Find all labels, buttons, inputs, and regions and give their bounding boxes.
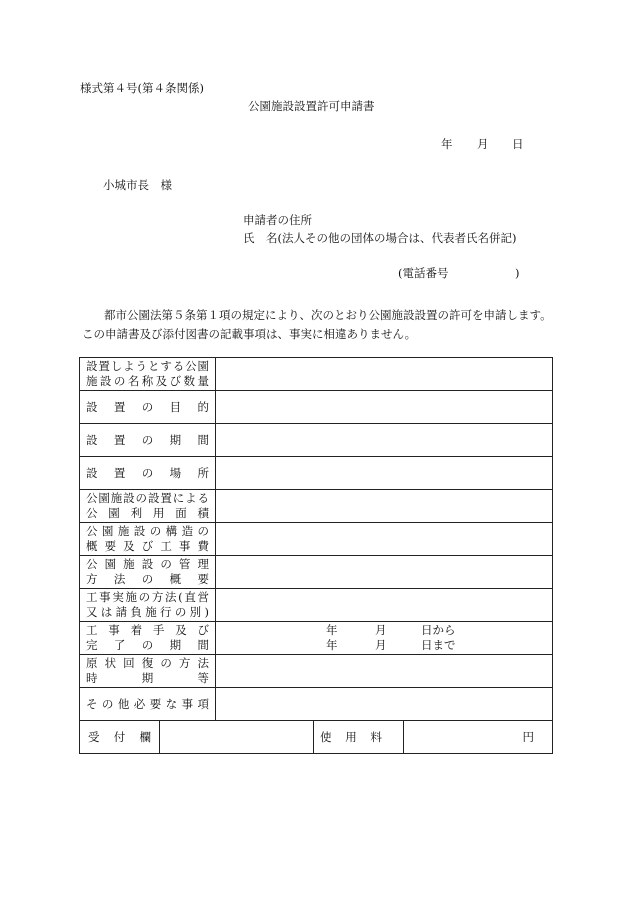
row-label xyxy=(80,523,216,556)
table-row xyxy=(80,688,553,721)
facility-name-field[interactable] xyxy=(216,358,553,391)
row-label xyxy=(80,490,216,523)
table-row xyxy=(80,523,553,556)
row-label xyxy=(80,358,216,391)
row-label xyxy=(80,424,216,457)
period-start-line xyxy=(222,623,546,638)
fee-field[interactable] xyxy=(404,721,553,754)
row-label xyxy=(80,589,216,622)
row-label-line: 原状回復の方法 xyxy=(86,656,209,670)
period-end-month: 月 xyxy=(375,638,387,652)
phone-label: (電話番号 xyxy=(398,266,449,280)
construction-method-field[interactable] xyxy=(216,589,553,622)
row-label-line: 方法の概要 xyxy=(86,572,209,586)
row-label xyxy=(80,457,216,490)
table-row xyxy=(80,391,553,424)
row-label-line: 公園利用面積 xyxy=(86,506,209,520)
fee-label-cell xyxy=(314,721,404,754)
reception-field[interactable] xyxy=(159,721,313,753)
application-table xyxy=(79,357,553,754)
row-label-line: その他必要な事項 xyxy=(86,696,209,711)
period-start-month: 月 xyxy=(375,623,387,637)
applicant-address-label: 申請者の住所 xyxy=(243,213,312,227)
table-row xyxy=(80,622,553,655)
applicant-name-label: 氏 名(法人その他の団体の場合は、代表者氏名併記) xyxy=(243,231,517,245)
table-row xyxy=(80,655,553,688)
location-field[interactable] xyxy=(216,457,553,490)
row-label xyxy=(80,655,216,688)
fee-unit: 円 xyxy=(522,729,535,744)
row-label-line: 又は請負施行の別) xyxy=(86,605,209,619)
row-label xyxy=(80,556,216,589)
table-row xyxy=(80,721,553,754)
row-label xyxy=(80,391,216,424)
row-label-line: 設置の目的 xyxy=(86,399,209,414)
other-matters-field[interactable] xyxy=(216,688,553,721)
construction-period-field[interactable] xyxy=(216,622,553,655)
table-row xyxy=(80,424,553,457)
purpose-field[interactable] xyxy=(216,391,553,424)
duration-field[interactable] xyxy=(216,424,553,457)
structure-cost-field[interactable] xyxy=(216,523,553,556)
row-label-line: 工事着手及び xyxy=(86,623,209,637)
row-label-line: 施設の名称及び数量 xyxy=(86,374,209,388)
date-year-label: 年 xyxy=(441,137,453,151)
form-number: 様式第４号(第４条関係) xyxy=(80,81,204,95)
table-row xyxy=(80,358,553,391)
row-label-line: 設置の期間 xyxy=(86,432,209,447)
management-field[interactable] xyxy=(216,556,553,589)
period-end-line xyxy=(222,638,546,653)
row-label-line: 公園施設の設置による xyxy=(86,491,209,505)
restoration-field[interactable] xyxy=(216,655,553,688)
area-field[interactable] xyxy=(216,490,553,523)
reception-label: 受付欄 xyxy=(88,729,151,744)
row-label-line: 公園施設の管理 xyxy=(86,557,209,571)
phone-close-paren: ) xyxy=(515,266,520,280)
application-statement: 都市公園法第５条第１項の規定により、次のとおり公園施設設置の許可を申請します。この申請書及び添付図書の記載事項は、事実に相違ありません。 xyxy=(82,308,552,341)
period-end-year: 年 xyxy=(326,638,338,652)
row-label xyxy=(80,622,216,655)
row-label-line: 完了の期間 xyxy=(86,638,209,652)
date-day-label: 日 xyxy=(512,137,524,151)
row-label-line: 設置の場所 xyxy=(86,465,209,480)
period-end-suffix: 日まで xyxy=(421,638,456,652)
table-row xyxy=(80,556,553,589)
table-row xyxy=(80,457,553,490)
table-row xyxy=(80,490,553,523)
row-label xyxy=(80,688,216,721)
table-row xyxy=(80,589,553,622)
document-title: 公園施設設置許可申請書 xyxy=(248,99,375,113)
row-label-line: 工事実施の方法(直営 xyxy=(86,590,209,604)
fee-label: 使用料 xyxy=(320,729,382,744)
addressee: 小城市長 様 xyxy=(103,178,172,192)
reception-cell xyxy=(80,721,314,754)
row-label-line: 概要及び工事費 xyxy=(86,539,209,553)
row-label-line: 時期等 xyxy=(86,671,209,685)
row-label-line: 設置しようとする公園 xyxy=(86,359,209,373)
date-month-label: 月 xyxy=(477,137,489,151)
period-start-year: 年 xyxy=(326,623,338,637)
period-start-suffix: 日から xyxy=(421,623,456,637)
row-label-line: 公園施設の構造の xyxy=(86,524,209,538)
